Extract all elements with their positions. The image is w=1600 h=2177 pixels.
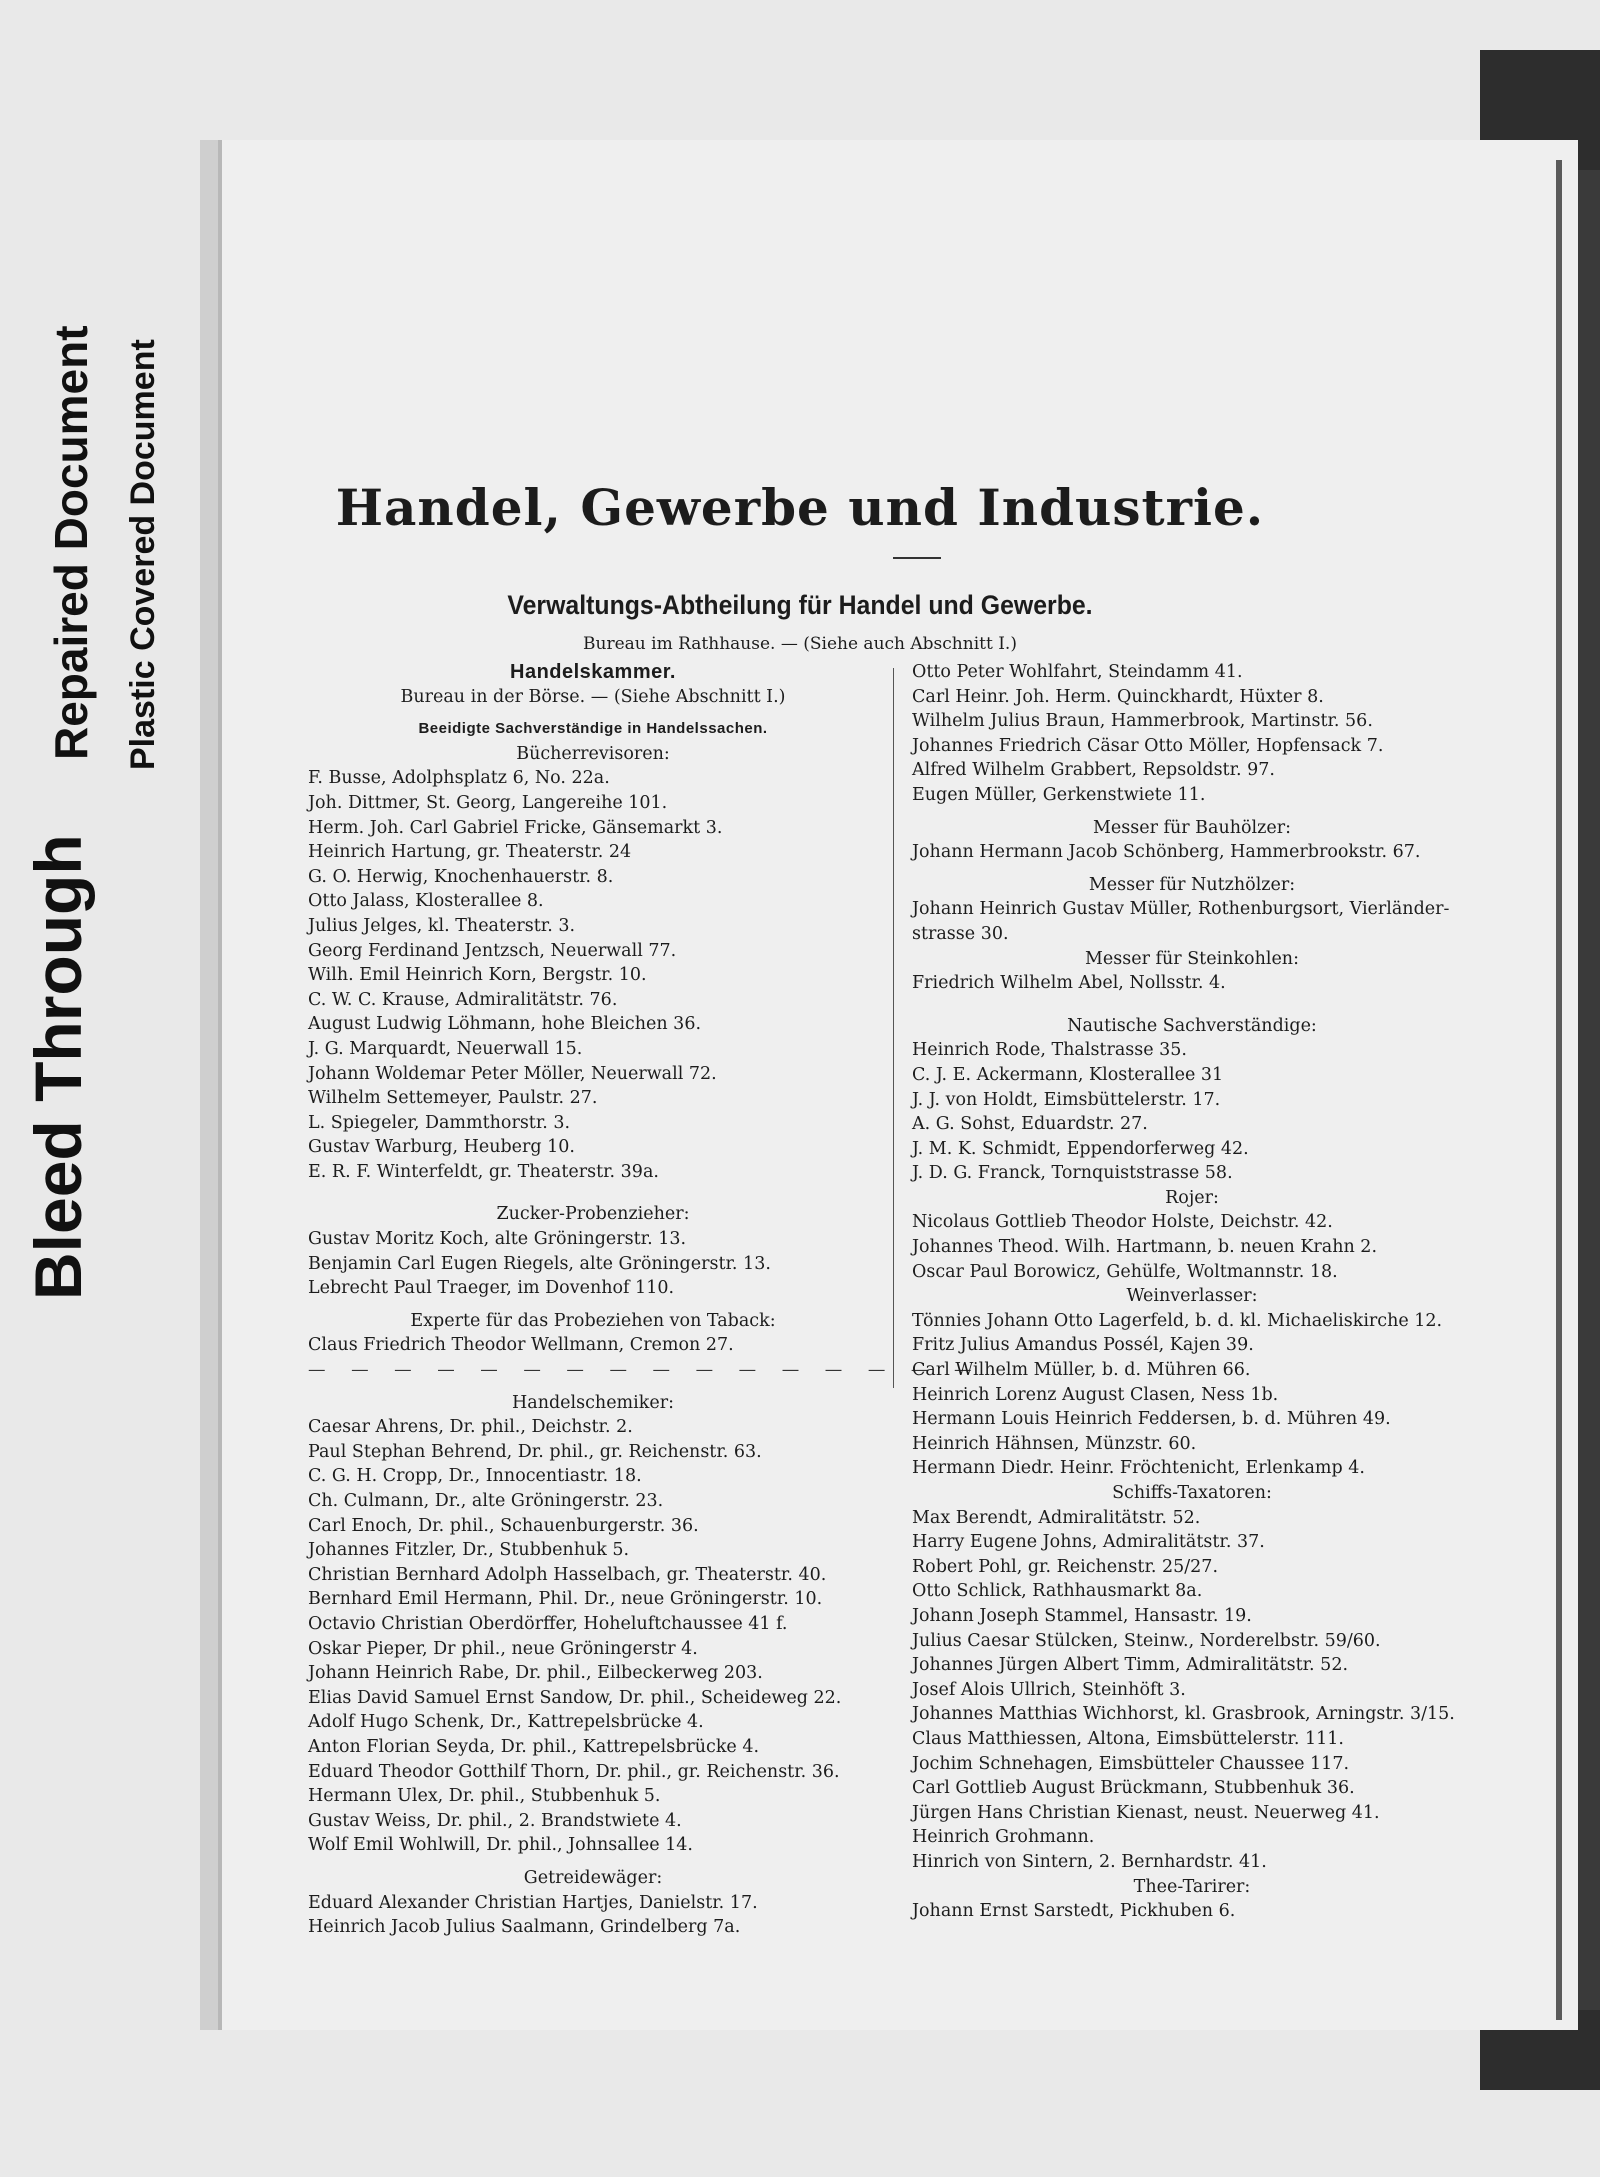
bauhoelzer-heading: Messer für Bauhölzer: <box>1092 817 1291 838</box>
list-entry: Lebrecht Paul Traeger, im Dovenhof 110. <box>308 1278 675 1299</box>
taback-heading: Experte für das Probeziehen von Taback: <box>410 1310 776 1331</box>
repaired-document-label: Repaired Document <box>45 325 97 760</box>
page-title: Handel, Gewerbe und Industrie. <box>335 478 1265 537</box>
list-entry: J. M. K. Schmidt, Eppendorferweg 42. <box>912 1138 1249 1159</box>
list-entry: F. Busse, Adolphsplatz 6, No. 22a. <box>308 768 610 789</box>
list-entry: Johannes Friedrich Cäsar Otto Möller, Hopfensack 7. <box>912 735 1384 756</box>
list-entry: Tönnies Johann Otto Lagerfeld, b. d. kl. Michaeliskirche 12. <box>912 1310 1443 1331</box>
page-fold <box>1556 160 1562 2020</box>
list-entry: Wilhelm Julius Braun, Hammerbrook, Martinstr. 56. <box>912 711 1373 732</box>
list-entry: Bernhard Emil Hermann, Phil. Dr., neue Gröningerstr. 10. <box>308 1589 823 1610</box>
list-entry: Heinrich Lorenz August Clasen, Ness 1b. <box>912 1384 1279 1405</box>
list-entry: Claus Matthiessen, Altona, Eimsbüttelerstr. 111. <box>912 1728 1344 1749</box>
list-entry: Max Berendt, Admiralitätstr. 52. <box>912 1507 1201 1528</box>
list-entry: Wilh. Emil Heinrich Korn, Bergstr. 10. <box>308 965 647 986</box>
list-entry: Johannes Jürgen Albert Timm, Admiralitätstr. 52. <box>912 1655 1349 1676</box>
taback-list <box>308 1333 878 1358</box>
list-entry: G. O. Herwig, Knochenhauerstr. 8. <box>308 866 614 887</box>
list-entry: Oskar Pieper, Dr phil., neue Gröningerstr 4. <box>308 1638 698 1659</box>
list-entry: Anton Florian Seyda, Dr. phil., Kattrepelsbrücke 4. <box>308 1736 760 1757</box>
title-divider <box>893 557 941 559</box>
bauhoelzer-list <box>912 840 1472 865</box>
weinverlasser-list <box>912 1309 1472 1481</box>
list-entry: Johann Heinrich Rabe, Dr. phil., Eilbeckerweg 203. <box>308 1663 763 1684</box>
list-entry: Paul Stephan Behrend, Dr. phil., gr. Reichenstr. 63. <box>308 1441 762 1462</box>
list-entry: Carl Enoch, Dr. phil., Schauenburgerstr. 36. <box>308 1515 699 1536</box>
top-entries-list <box>912 660 1472 808</box>
list-entry: Robert Pohl, gr. Reichenstr. 25/27. <box>912 1556 1219 1577</box>
list-entry: Julius Caesar Stülcken, Steinw., Norderelbstr. 59/60. <box>912 1630 1381 1651</box>
list-entry: Julius Jelges, kl. Theaterstr. 3. <box>308 915 576 936</box>
list-entry: Johann Joseph Stammel, Hansastr. 19. <box>912 1605 1252 1626</box>
list-entry: Carl Gottlieb August Brückmann, Stubbenhuk 36. <box>912 1778 1355 1799</box>
taxatoren-list <box>912 1506 1472 1875</box>
list-entry: Heinrich Grohmann. <box>912 1827 1095 1848</box>
list-entry: Heinrich Hähnsen, Münzstr. 60. <box>912 1433 1197 1454</box>
buecherrevisoren-list <box>308 766 878 1184</box>
list-entry: Octavio Christian Oberdörffer, Hoheluftchaussee 41 f. <box>308 1613 788 1634</box>
taxatoren-heading: Schiffs-Taxatoren: <box>1112 1483 1272 1503</box>
getreide-heading: Getreidewäger: <box>523 1867 663 1888</box>
list-entry: Eduard Theodor Gotthilf Thorn, Dr. phil., gr. Reichenstr. 36. <box>308 1761 840 1782</box>
list-entry: Fritz Julius Amandus Possél, Kajen 39. <box>912 1335 1254 1356</box>
list-entry: Johann Heinrich Gustav Müller, Rothenburgsort, Vierländer- <box>912 899 1450 920</box>
list-entry: C. G. H. Cropp, Dr., Innocentiastr. 18. <box>308 1466 642 1487</box>
list-entry: Georg Ferdinand Jentzsch, Neuerwall 77. <box>308 940 677 961</box>
nutzhoelzer-heading: Messer für Nutzhölzer: <box>1088 874 1296 895</box>
list-entry: Herm. Joh. Carl Gabriel Fricke, Gänsemarkt 3. <box>308 817 723 838</box>
nautische-list <box>912 1038 1472 1186</box>
list-entry: C. J. E. Ackermann, Klosterallee 31 <box>912 1064 1224 1085</box>
list-entry: Ch. Culmann, Dr., alte Gröningerstr. 23. <box>308 1491 664 1511</box>
list-entry: Heinrich Jacob Julius Saalmann, Grindelberg 7a. <box>308 1917 741 1938</box>
kammer-note: Bureau in der Börse. — (Siehe Abschnitt I.) <box>400 686 786 707</box>
list-entry: Johannes Fitzler, Dr., Stubbenhuk 5. <box>308 1540 630 1561</box>
nautische-heading: Nautische Sachverständige: <box>1067 1015 1317 1036</box>
list-entry: A. G. Sohst, Eduardstr. 27. <box>912 1114 1148 1135</box>
section-title: Verwaltungs-Abtheilung für Handel und Gewerbe. <box>507 590 1093 620</box>
list-entry: Elias David Samuel Ernst Sandow, Dr. phil., Scheideweg 22. <box>308 1687 842 1708</box>
chemiker-list <box>308 1415 878 1858</box>
list-entry: Nicolaus Gottlieb Theodor Holste, Deichstr. 42. <box>912 1212 1333 1233</box>
buecherrevisoren-heading: Bücherrevisoren: <box>516 743 670 764</box>
list-entry: Johann Woldemar Peter Möller, Neuerwall 72. <box>308 1063 717 1084</box>
list-entry: Heinrich Rode, Thalstrasse 35. <box>912 1040 1187 1061</box>
list-entry: Hermann Louis Heinrich Feddersen, b. d. Mühren 49. <box>912 1409 1391 1430</box>
list-entry: Johann Ernst Sarstedt, Pickhuben 6. <box>912 1901 1236 1922</box>
rojer-list <box>912 1210 1472 1284</box>
list-entry: Benjamin Carl Eugen Riegels, alte Gröningerstr. 13. <box>308 1253 771 1274</box>
list-entry: Johannes Theod. Wilh. Hartmann, b. neuen Krahn 2. <box>912 1237 1378 1258</box>
list-entry: Claus Friedrich Theodor Wellmann, Cremon 27. <box>308 1335 734 1356</box>
list-entry: Jürgen Hans Christian Kienast, neust. Neuerweg 41. <box>912 1802 1380 1823</box>
steinkohlen-list <box>912 971 1472 996</box>
list-entry: Carl Wilhelm Müller, b. d. Mühren 66. <box>912 1360 1251 1381</box>
tarirer-heading: Thee-Tarirer: <box>1133 1876 1251 1897</box>
list-entry: Hermann Diedr. Heinr. Fröchtenicht, Erlenkamp 4. <box>912 1458 1365 1479</box>
zucker-list <box>308 1227 878 1301</box>
list-entry: Gustav Warburg, Heuberg 10. <box>308 1137 575 1158</box>
list-entry: Caesar Ahrens, Dr. phil., Deichstr. 2. <box>308 1417 633 1438</box>
rojer-heading: Rojer: <box>1165 1187 1219 1208</box>
list-entry: Otto Peter Wohlfahrt, Steindamm 41. <box>912 662 1243 682</box>
list-entry: August Ludwig Löhmann, hohe Bleichen 36. <box>308 1014 702 1035</box>
list-entry: Friedrich Wilhelm Abel, Nollsstr. 4. <box>912 973 1226 994</box>
list-entry: Josef Alois Ullrich, Steinhöft 3. <box>912 1679 1186 1700</box>
plastic-covered-label: Plastic Covered Document <box>124 339 162 770</box>
list-entry: Oscar Paul Borowicz, Gehülfe, Woltmannstr. 18. <box>912 1261 1338 1282</box>
right-column <box>912 660 1472 1924</box>
bleed-through-label: Bleed Through <box>21 834 95 1300</box>
list-entry: Johannes Matthias Wichhorst, kl. Grasbrook, Arningstr. 3/15. <box>912 1704 1455 1725</box>
document-condition-labels <box>0 260 190 1310</box>
list-entry: J. J. von Holdt, Eimsbüttelerstr. 17. <box>912 1089 1221 1110</box>
list-entry: Johann Hermann Jacob Schönberg, Hammerbrookstr. 67. <box>912 842 1421 863</box>
list-entry: Eugen Müller, Gerkenstwiete 11. <box>912 784 1206 805</box>
list-entry: L. Spiegeler, Dammthorstr. 3. <box>308 1112 571 1133</box>
tarirer-list <box>912 1899 1472 1924</box>
kammer-heading: Handelskammer. <box>510 661 676 683</box>
list-entry: Eduard Alexander Christian Hartjes, Danielstr. 17. <box>308 1892 758 1913</box>
dash-separator: — — — — — — — — — — — — — — — — <box>308 1360 982 1381</box>
nutzhoelzer-list <box>912 897 1472 946</box>
steinkohlen-heading: Messer für Steinkohlen: <box>1085 948 1299 969</box>
list-entry: C. W. C. Krause, Admiralitätstr. 76. <box>308 989 618 1010</box>
list-entry: Joh. Dittmer, St. Georg, Langereihe 101. <box>308 792 668 813</box>
list-entry: Wolf Emil Wohlwill, Dr. phil., Johnsallee 14. <box>308 1835 693 1856</box>
list-entry: Adolf Hugo Schenk, Dr., Kattrepelsbrücke 4. <box>308 1712 704 1733</box>
getreide-list <box>308 1891 878 1940</box>
list-entry: Otto Jalass, Klosterallee 8. <box>308 891 544 912</box>
list-entry: J. D. G. Franck, Tornquiststrasse 58. <box>912 1163 1233 1184</box>
list-entry: Otto Schlick, Rathhausmarkt 8a. <box>912 1581 1203 1602</box>
chemiker-heading: Handelschemiker: <box>512 1392 674 1413</box>
zucker-heading: Zucker-Probenzieher: <box>496 1204 690 1225</box>
list-entry: Jochim Schnehagen, Eimsbütteler Chaussee 117. <box>912 1753 1350 1774</box>
list-entry: Wilhelm Settemeyer, Paulstr. 27. <box>308 1088 598 1109</box>
column-divider <box>893 668 894 1388</box>
list-entry: Harry Eugene Johns, Admiralitätstr. 37. <box>912 1532 1265 1553</box>
list-entry: Christian Bernhard Adolph Hasselbach, gr. Theaterstr. 40. <box>308 1564 827 1585</box>
list-entry: Alfred Wilhelm Grabbert, Repsoldstr. 97. <box>912 760 1275 781</box>
list-entry: Gustav Weiss, Dr. phil., 2. Brandstwiete 4. <box>308 1810 682 1831</box>
weinverlasser-heading: Weinverlasser: <box>1126 1286 1258 1307</box>
sachverstaendige-heading: Beeidigte Sachverständige in Handelssachen. <box>418 720 768 738</box>
bureau-note: Bureau im Rathhause. — (Siehe auch Abschnitt I.) <box>583 634 1017 654</box>
list-entry: Hermann Ulex, Dr. phil., Stubbenhuk 5. <box>308 1786 661 1807</box>
list-entry: strasse 30. <box>912 923 1009 944</box>
list-entry: Heinrich Hartung, gr. Theaterstr. 24 <box>308 842 632 863</box>
list-entry: E. R. F. Winterfeldt, gr. Theaterstr. 39a. <box>308 1161 659 1182</box>
list-entry: Hinrich von Sintern, 2. Bernhardstr. 41. <box>912 1851 1267 1872</box>
list-entry: Gustav Moritz Koch, alte Gröningerstr. 13. <box>308 1229 687 1250</box>
list-entry: J. G. Marquardt, Neuerwall 15. <box>308 1038 583 1059</box>
list-entry: Carl Heinr. Joh. Herm. Quinckhardt, Hüxter 8. <box>912 686 1324 707</box>
